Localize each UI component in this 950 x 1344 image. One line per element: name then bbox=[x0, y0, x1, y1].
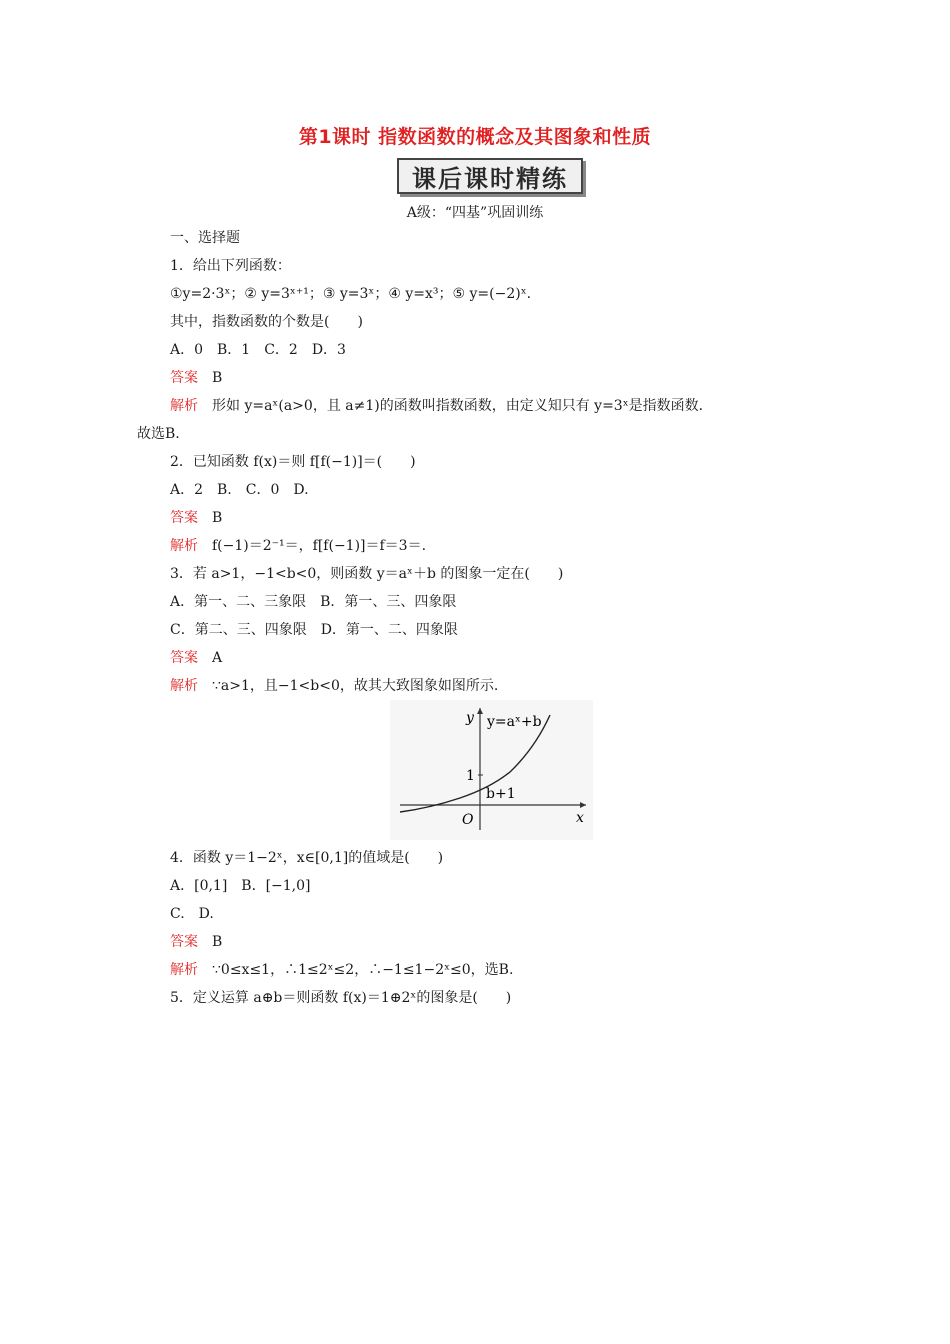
label-origin: O bbox=[462, 812, 474, 828]
analysis-1: 解析 形如 y=aˣ(a>0，且 a≠1)的函数叫指数函数，由定义知只有 y=3ˣ是指数函数． bbox=[170, 398, 713, 414]
analysis-label: 解析 bbox=[170, 398, 198, 414]
question-1-functions: ①y=2·3ˣ；② y=3ˣ⁺¹；③ y=3ˣ；④ y=x³；⑤ y=(−2)ˣ. bbox=[170, 286, 532, 302]
answer-3: 答案 A bbox=[170, 650, 223, 666]
analysis-3: 解析 ∵a>1，且−1<b<0，故其大致图象如图所示. bbox=[170, 678, 499, 694]
answer-label: 答案 bbox=[170, 370, 198, 386]
section-banner: 课后课时精练 bbox=[397, 158, 583, 194]
question-4: 4．函数 y＝1−2ˣ，x∈[0,1]的值域是( ) bbox=[170, 850, 444, 866]
answer-4: 答案 B bbox=[170, 934, 223, 950]
question-3-options-cd: C．第二、三、四象限 D．第一、二、四象限 bbox=[170, 622, 458, 638]
label-y: y bbox=[466, 710, 474, 726]
answer-label: 答案 bbox=[170, 510, 198, 526]
question-1: 1．给出下列函数： bbox=[170, 258, 291, 274]
question-3: 3．若 a>1，−1<b<0，则函数 y＝aˣ＋b 的图象一定在( ) bbox=[170, 566, 564, 582]
level-heading: A级：“四基”巩固训练 bbox=[406, 205, 544, 221]
question-3-options-ab: A．第一、二、三象限 B．第一、三、四象限 bbox=[170, 594, 457, 610]
analysis-4: 解析 ∵0≤x≤1，∴1≤2ˣ≤2，∴−1≤1−2ˣ≤0，选B. bbox=[170, 962, 514, 978]
question-5: 5．定义运算 a⊕b＝则函数 f(x)＝1⊕2ˣ的图象是( ) bbox=[170, 990, 512, 1006]
analysis-1-cont: 故选B. bbox=[137, 426, 180, 442]
answer-2: 答案 B bbox=[170, 510, 223, 526]
question-2-options: A．2 B. C．0 D. bbox=[170, 482, 309, 498]
analysis-2: 解析 f(−1)＝2⁻¹＝，f[f(−1)]＝f＝3＝. bbox=[170, 538, 427, 554]
analysis-label: 解析 bbox=[170, 962, 198, 978]
answer-1: 答案 B bbox=[170, 370, 223, 386]
analysis-label: 解析 bbox=[170, 538, 198, 554]
label-curve: y=aˣ+b bbox=[487, 714, 542, 730]
label-x: x bbox=[576, 810, 584, 826]
question-1-prompt: 其中，指数函数的个数是( ) bbox=[170, 314, 363, 330]
answer-label: 答案 bbox=[170, 650, 198, 666]
page-title: 第1课时 指数函数的概念及其图象和性质 bbox=[298, 126, 652, 148]
question-1-options: A．0 B．1 C．2 D．3 bbox=[170, 342, 346, 358]
question-4-options-ab: A．[0,1] B．[−1,0] bbox=[170, 878, 311, 894]
section-heading: 一、选择题 bbox=[170, 230, 240, 246]
question-4-options-cd: C. D. bbox=[170, 906, 214, 922]
label-intercept: b+1 bbox=[486, 786, 516, 802]
question-2: 2．已知函数 f(x)＝则 f[f(−1)]＝( ) bbox=[170, 454, 416, 470]
answer-label: 答案 bbox=[170, 934, 198, 950]
analysis-label: 解析 bbox=[170, 678, 198, 694]
label-one: 1 bbox=[466, 768, 475, 784]
exponential-graph bbox=[390, 700, 593, 840]
